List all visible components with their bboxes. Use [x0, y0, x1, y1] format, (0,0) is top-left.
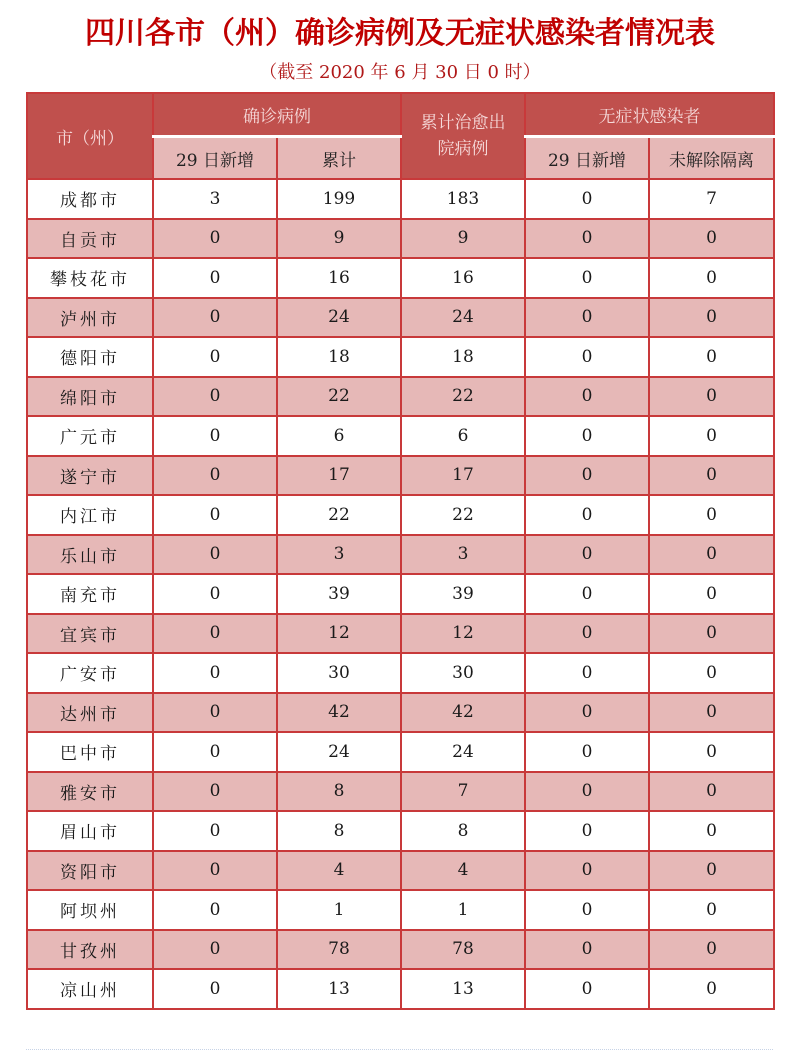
cell-cured: 39	[401, 574, 525, 614]
cell-confirmed-new: 0	[153, 535, 277, 575]
table-row	[27, 969, 774, 1009]
cell-confirmed-total: 13	[277, 969, 401, 1009]
cell-asymptomatic-new: 0	[525, 614, 649, 654]
cell-asymptomatic-new: 0	[525, 298, 649, 338]
cell-asymptomatic-new: 0	[525, 653, 649, 693]
cell-asymptomatic-isolated: 0	[649, 456, 774, 496]
cell-confirmed-new: 0	[153, 693, 277, 733]
cell-cured: 18	[401, 337, 525, 377]
cell-asymptomatic-isolated: 0	[649, 890, 774, 930]
cell-cured: 22	[401, 377, 525, 417]
cell-region: 攀枝花市	[27, 258, 153, 298]
table-row	[27, 851, 774, 891]
table-row	[27, 693, 774, 733]
cell-confirmed-new: 0	[153, 851, 277, 891]
header-confirmed-total: 累计	[277, 137, 401, 180]
cell-asymptomatic-isolated: 0	[649, 811, 774, 851]
cell-asymptomatic-new: 0	[525, 179, 649, 219]
cell-cured: 24	[401, 732, 525, 772]
cell-confirmed-total: 24	[277, 732, 401, 772]
cell-asymptomatic-new: 0	[525, 535, 649, 575]
cell-asymptomatic-new: 0	[525, 811, 649, 851]
table-row	[27, 535, 774, 575]
cell-region: 乐山市	[27, 535, 153, 575]
cell-asymptomatic-isolated: 0	[649, 416, 774, 456]
cell-asymptomatic-new: 0	[525, 456, 649, 496]
cell-confirmed-total: 8	[277, 772, 401, 812]
cell-confirmed-new: 0	[153, 298, 277, 338]
cell-cured: 17	[401, 456, 525, 496]
cell-region: 成都市	[27, 179, 153, 219]
cell-cured: 24	[401, 298, 525, 338]
cell-cured: 3	[401, 535, 525, 575]
cell-region: 凉山州	[27, 969, 153, 1009]
cell-asymptomatic-new: 0	[525, 574, 649, 614]
table-row	[27, 416, 774, 456]
cell-asymptomatic-new: 0	[525, 732, 649, 772]
cell-confirmed-new: 0	[153, 219, 277, 259]
cell-asymptomatic-isolated: 0	[649, 732, 774, 772]
cell-region: 巴中市	[27, 732, 153, 772]
table-row	[27, 298, 774, 338]
header-cured-line2: 院病例	[437, 139, 489, 159]
cell-cured: 8	[401, 811, 525, 851]
cell-asymptomatic-new: 0	[525, 930, 649, 970]
cell-confirmed-total: 9	[277, 219, 401, 259]
cell-confirmed-new: 0	[153, 811, 277, 851]
cell-confirmed-total: 199	[277, 179, 401, 219]
cell-cured: 42	[401, 693, 525, 733]
cell-asymptomatic-new: 0	[525, 219, 649, 259]
cell-confirmed-new: 0	[153, 456, 277, 496]
cell-region: 阿坝州	[27, 890, 153, 930]
table-body	[27, 179, 774, 1009]
cell-asymptomatic-new: 0	[525, 377, 649, 417]
cell-asymptomatic-new: 0	[525, 495, 649, 535]
cell-region: 宜宾市	[27, 614, 153, 654]
cell-asymptomatic-new: 0	[525, 890, 649, 930]
cell-asymptomatic-new: 0	[525, 969, 649, 1009]
table-row	[27, 614, 774, 654]
cell-confirmed-total: 16	[277, 258, 401, 298]
cell-cured: 7	[401, 772, 525, 812]
cell-region: 甘孜州	[27, 930, 153, 970]
footer-divider	[26, 1049, 773, 1050]
cell-confirmed-total: 78	[277, 930, 401, 970]
cell-confirmed-new: 0	[153, 614, 277, 654]
cell-asymptomatic-new: 0	[525, 258, 649, 298]
cell-confirmed-new: 0	[153, 732, 277, 772]
cell-confirmed-new: 0	[153, 930, 277, 970]
cell-region: 广安市	[27, 653, 153, 693]
cell-asymptomatic-isolated: 0	[649, 258, 774, 298]
cell-cured: 9	[401, 219, 525, 259]
header-cured-line1: 累计治愈出	[420, 113, 506, 133]
cell-confirmed-total: 22	[277, 495, 401, 535]
table-row	[27, 811, 774, 851]
cell-region: 广元市	[27, 416, 153, 456]
cell-cured: 13	[401, 969, 525, 1009]
page-subtitle: （截至 2020 年 6 月 30 日 0 时）	[259, 62, 541, 83]
cell-confirmed-new: 0	[153, 495, 277, 535]
cell-confirmed-total: 8	[277, 811, 401, 851]
table-row	[27, 653, 774, 693]
cell-asymptomatic-isolated: 0	[649, 693, 774, 733]
cell-confirmed-new: 0	[153, 574, 277, 614]
table-row	[27, 732, 774, 772]
table-row	[27, 337, 774, 377]
cell-confirmed-new: 0	[153, 416, 277, 456]
cell-region: 雅安市	[27, 772, 153, 812]
cell-confirmed-total: 42	[277, 693, 401, 733]
cell-cured: 12	[401, 614, 525, 654]
cell-asymptomatic-isolated: 0	[649, 298, 774, 338]
table-row	[27, 456, 774, 496]
header-confirmed-new: 29 日新增	[153, 137, 277, 180]
cell-asymptomatic-isolated: 0	[649, 219, 774, 259]
table-row	[27, 495, 774, 535]
cell-region: 南充市	[27, 574, 153, 614]
cell-asymptomatic-new: 0	[525, 851, 649, 891]
header-asymptomatic-group: 无症状感染者	[525, 93, 774, 137]
table-row	[27, 219, 774, 259]
table-row	[27, 890, 774, 930]
cell-confirmed-total: 24	[277, 298, 401, 338]
cell-region: 眉山市	[27, 811, 153, 851]
cell-confirmed-total: 12	[277, 614, 401, 654]
cell-asymptomatic-isolated: 0	[649, 653, 774, 693]
cell-confirmed-total: 30	[277, 653, 401, 693]
cell-cured: 4	[401, 851, 525, 891]
cell-confirmed-new: 0	[153, 653, 277, 693]
page-title: 四川各市（州）确诊病例及无症状感染者情况表	[85, 16, 715, 51]
cell-confirmed-new: 0	[153, 377, 277, 417]
cell-asymptomatic-isolated: 0	[649, 851, 774, 891]
cell-cured: 1	[401, 890, 525, 930]
cell-cured: 16	[401, 258, 525, 298]
cell-cured: 22	[401, 495, 525, 535]
cell-asymptomatic-isolated: 7	[649, 179, 774, 219]
cell-asymptomatic-isolated: 0	[649, 574, 774, 614]
cell-region: 自贡市	[27, 219, 153, 259]
cell-region: 遂宁市	[27, 456, 153, 496]
cell-cured: 30	[401, 653, 525, 693]
header-asymptomatic-new: 29 日新增	[525, 137, 649, 180]
cell-confirmed-total: 22	[277, 377, 401, 417]
cell-confirmed-total: 4	[277, 851, 401, 891]
cell-asymptomatic-isolated: 0	[649, 930, 774, 970]
cell-asymptomatic-isolated: 0	[649, 614, 774, 654]
table-row	[27, 179, 774, 219]
table-row	[27, 377, 774, 417]
cell-confirmed-new: 0	[153, 969, 277, 1009]
table-row	[27, 930, 774, 970]
cell-confirmed-total: 6	[277, 416, 401, 456]
header-region: 市（州）	[27, 93, 153, 179]
table-row	[27, 258, 774, 298]
cell-confirmed-new: 0	[153, 772, 277, 812]
cell-asymptomatic-new: 0	[525, 337, 649, 377]
table-row	[27, 772, 774, 812]
cell-cured: 6	[401, 416, 525, 456]
cell-asymptomatic-isolated: 0	[649, 377, 774, 417]
cell-asymptomatic-isolated: 0	[649, 535, 774, 575]
cases-table	[26, 92, 775, 1010]
cell-asymptomatic-isolated: 0	[649, 772, 774, 812]
header-cured	[401, 93, 525, 179]
cell-cured: 183	[401, 179, 525, 219]
cell-region: 德阳市	[27, 337, 153, 377]
cell-asymptomatic-isolated: 0	[649, 495, 774, 535]
cell-region: 内江市	[27, 495, 153, 535]
cell-confirmed-total: 17	[277, 456, 401, 496]
cell-confirmed-total: 39	[277, 574, 401, 614]
cell-asymptomatic-new: 0	[525, 772, 649, 812]
cell-confirmed-total: 3	[277, 535, 401, 575]
header-confirmed-group: 确诊病例	[153, 93, 401, 137]
cell-confirmed-new: 0	[153, 337, 277, 377]
cell-asymptomatic-isolated: 0	[649, 969, 774, 1009]
cell-confirmed-new: 0	[153, 258, 277, 298]
cell-confirmed-total: 18	[277, 337, 401, 377]
cell-cured: 78	[401, 930, 525, 970]
cell-confirmed-new: 0	[153, 890, 277, 930]
header-asymptomatic-isolated: 未解除隔离	[649, 137, 774, 180]
table-row	[27, 574, 774, 614]
cell-region: 泸州市	[27, 298, 153, 338]
cell-asymptomatic-new: 0	[525, 693, 649, 733]
cell-asymptomatic-isolated: 0	[649, 337, 774, 377]
cell-confirmed-new: 3	[153, 179, 277, 219]
cell-region: 资阳市	[27, 851, 153, 891]
cell-confirmed-total: 1	[277, 890, 401, 930]
cell-asymptomatic-new: 0	[525, 416, 649, 456]
cell-region: 达州市	[27, 693, 153, 733]
cell-region: 绵阳市	[27, 377, 153, 417]
